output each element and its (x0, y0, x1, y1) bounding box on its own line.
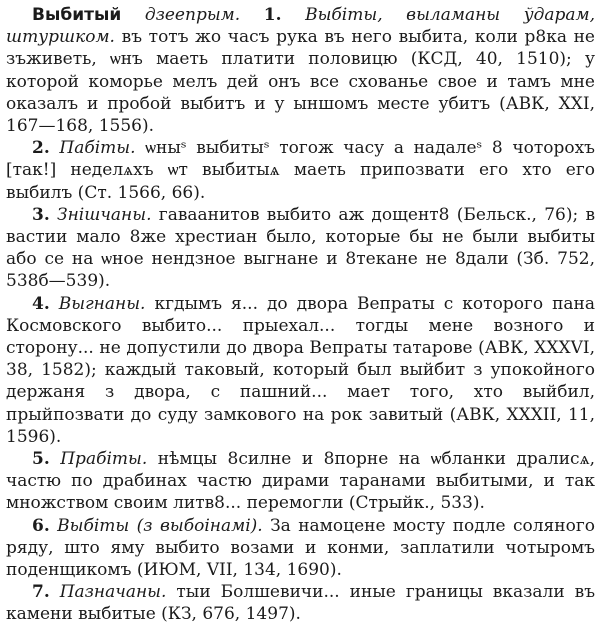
sense-citations: тыи Болшевичи... иные границы вказали въ камени выбитые (КЗ, 676, 1497). (6, 582, 596, 625)
sense-citations: гаваанитов выбито аж дощент8 (Бельск., 76); в вастии мало 8же хрестиан было, которые бы не были выбиты або се на ѡное нeндзное выгнане и 8текане не 8дали (Зб. 752, 538б—539). (6, 204, 596, 292)
sense-citations: За намоцене мосту подле соляного ряду, што яму выбито возами и конми, заплатили чотыромъ поденщикомъ (ИЮМ, VII, 134, 1690). (6, 515, 595, 581)
entry-3 (6, 204, 595, 293)
sense-number: 4. (32, 293, 50, 314)
sense-citations: нѣмцы 8силне и 8порне на ѡбланки дралисѧ, частю по драбинах частю дирами таранами выбитыми, и так множством своим литв8... перемогли (Стрыйк., 533). (6, 449, 595, 514)
sense-number: 7. (32, 582, 50, 603)
entry-7 (6, 581, 595, 625)
entry-4 (6, 293, 595, 448)
sense-gloss: Выбіты, выламаны ўдарам, штуршком. (6, 5, 596, 48)
sense-gloss: Выбіты (з выбоінамі). (57, 515, 263, 536)
entry-6 (6, 515, 595, 582)
entry-2 (6, 137, 595, 204)
sense-number: 5. (32, 449, 50, 470)
sense-number: 2. (32, 138, 50, 159)
part-of-speech: дзеепрым. (144, 5, 241, 25)
sense-number: 6. (32, 515, 50, 536)
sense-gloss: Пабіты. (59, 138, 136, 159)
entry-1 (6, 4, 595, 137)
sense-gloss: Знішчаны. (57, 204, 152, 225)
sense-citations: ѡныˢ выбитыˢ тогож часу а надалеˢ 8 чоторохъ [так!] неделѧхъ ѡт выбитыѧ маеть припозвати его хто его выбилъ (Ст. 1566, 66). (6, 138, 596, 203)
sense-number: 3. (32, 204, 50, 225)
sense-gloss: Пазначаны. (59, 582, 167, 603)
sense-gloss: Выгнаны. (58, 293, 146, 314)
sense-gloss: Прабіты. (60, 449, 148, 470)
sense-citations: кгдымъ я... до двора Вепраты с которого пана Космовского выбито... прыехал... тогды мене возного и сторону... не допустили до двора Вепраты татарове (АВК, XXXVI, 38, 1582); каждый таковый, который был выйбит з упокойного держаня з двора, с пашний... мает того, хто выйбил, прыйпозвати до суду замкового на рок завитый (АВК, XXXII, 11, 1596). (6, 293, 595, 447)
sense-citations: въ тотъ жо часъ рука въ него выбита, коли р8ка не зъживеть, ѡнъ маеть платити половицю (КСД, 40, 1510); у которой коморье мелъ дей онъ все схованье свое и тамъ мне оказалъ и пробой выбитъ и у ыншомъ месте убитъ (АВК, XXI, 167—168, 1556). (6, 27, 595, 137)
entry-5 (6, 448, 595, 515)
sense-number: 1. (263, 5, 282, 25)
headword: Выбитый (32, 5, 122, 25)
